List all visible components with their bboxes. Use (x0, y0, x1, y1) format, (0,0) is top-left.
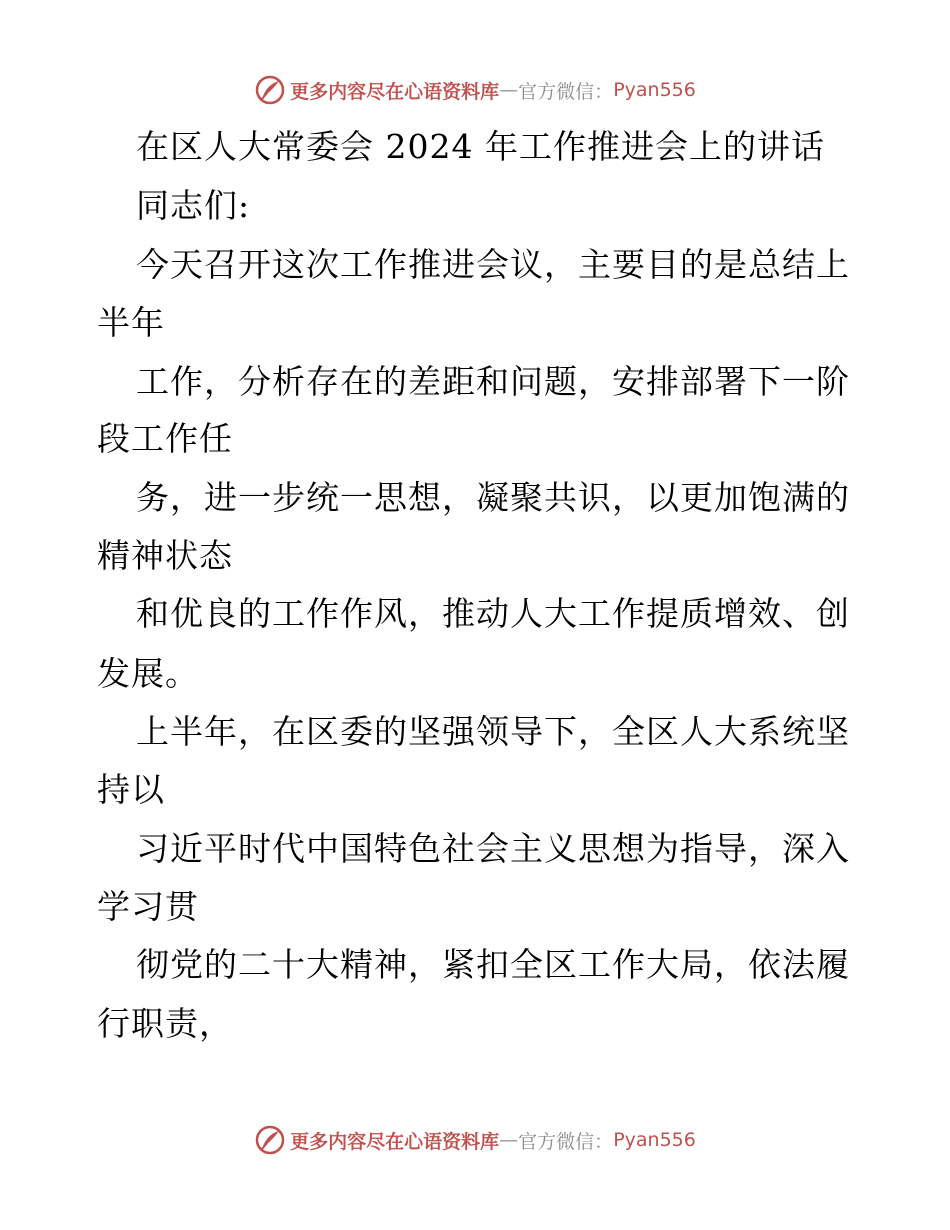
salutation: 同志们: (136, 186, 251, 225)
body-line: 发展。 (97, 654, 199, 693)
footer-watermark (0, 1120, 950, 1160)
body-line: 今天召开这次工作推进会议，主要目的是总结上 (136, 245, 850, 284)
watermark-wechat-id: Pyan556 (613, 79, 696, 101)
body-line: 彻党的二十大精神，紧扣全区工作大局，依法履 (136, 945, 850, 984)
watermark-brand: 更多内容尽在心语资料库 (290, 1130, 500, 1153)
body-line: 上半年，在区委的坚强领导下，全区人大系统坚 (136, 712, 850, 751)
watermark-dash: — (499, 1129, 519, 1151)
document-title: 在区人大常委会 2024 年工作推进会上的讲话 (136, 127, 825, 166)
watermark-label: 官方微信： (518, 1130, 614, 1153)
body-line: 段工作任 (97, 419, 233, 458)
watermark-wechat-id: Pyan556 (613, 1129, 696, 1151)
watermark-dash: — (499, 79, 519, 101)
quill-logo-icon (254, 74, 286, 106)
body-line: 务，进一步统一思想，凝聚共识，以更加饱满的 (136, 478, 850, 517)
body-line: 工作，分析存在的差距和问题，安排部署下一阶 (136, 362, 850, 401)
body-line: 精神状态 (97, 536, 233, 575)
body-line: 习近平时代中国特色社会主义思想为指导，深入 (136, 829, 850, 868)
body-line: 和优良的工作作风，推动人大工作提质增效、创 (136, 594, 850, 633)
header-watermark (0, 70, 950, 110)
watermark-brand: 更多内容尽在心语资料库 (290, 80, 500, 103)
body-line: 半年 (97, 303, 165, 342)
body-line: 学习贯 (97, 887, 199, 926)
body-line: 持以 (97, 770, 165, 809)
watermark-label: 官方微信： (518, 80, 614, 103)
body-line: 行职责， (97, 1004, 233, 1043)
quill-logo-icon (254, 1124, 286, 1156)
